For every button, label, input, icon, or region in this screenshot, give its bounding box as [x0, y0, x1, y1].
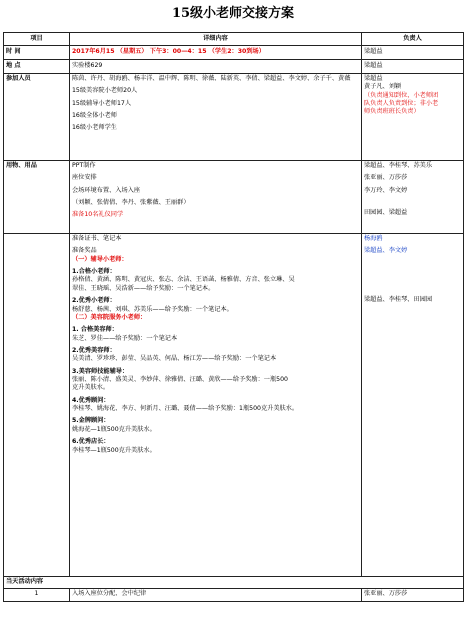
- awards-label: [4, 234, 70, 577]
- awards-owner: [362, 234, 464, 577]
- time-owner: 梁超益: [362, 46, 464, 60]
- participants-line: 16级全体小老师: [72, 112, 117, 120]
- plan-table: [3, 32, 464, 602]
- awards-section-heading: （一）辅导小老师：: [72, 255, 128, 263]
- participants-label: 参加人员: [4, 74, 70, 161]
- awards-line: 克升美肤水。: [72, 384, 110, 392]
- participants-line: 陈茵、许丹、胡海鸥、杨丰洋、温中辉、陈明、徐薇、陆新英、李倩、梁超益、李文婷、余子千、黄薇: [72, 75, 351, 82]
- owner-note: 队负责人负责到位；非小老: [364, 100, 439, 108]
- awards-line: 翠佳、王晓瑶、吴浩新——给予奖励：一个笔记本。: [72, 284, 215, 292]
- awards-line: 姚海花—1瓶500克升美肤水。: [72, 425, 156, 433]
- owner-note: （负责通知到位，小老师团: [364, 91, 439, 99]
- awards-line: 李桂琴、姚海花、李方、何新月、汪璐、聂倩——给予奖励：1瓶500克升美肤水。: [72, 405, 299, 413]
- table-header-row: [4, 33, 464, 46]
- participants-owner: [362, 74, 464, 161]
- supplies-label: 用物、用品: [4, 161, 70, 234]
- supplies-content: [70, 161, 362, 234]
- owner-line: 梁超益、李桂琴、田园园: [364, 295, 433, 303]
- participants-line: 15级美容院小老师20人: [72, 87, 138, 95]
- awards-line: 杨舒慈、杨茜、刘琪、苏美乐——给予奖励：一个笔记本。: [72, 305, 233, 313]
- table-row: [4, 589, 464, 602]
- participants-line: 16级小老师学生: [72, 124, 117, 132]
- awards-content: [70, 234, 362, 577]
- awards-subheading: 2.优秀美容师：: [72, 346, 116, 354]
- place-owner: 梁超益: [362, 60, 464, 74]
- time-label: 时 间: [4, 46, 70, 60]
- awards-row: [4, 234, 464, 577]
- awards-subheading: 5.金牌顾问：: [72, 417, 110, 425]
- row-owner: 张亚丽、万莎莎: [362, 589, 464, 602]
- owner-line: 梁超益: [364, 75, 383, 82]
- supplies-red-line: 准备10名礼仪同学: [72, 211, 124, 219]
- awards-line: 李桂琴—1瓶500克升美肤水。: [72, 446, 156, 454]
- day-section-label: 当天活动内容: [4, 577, 464, 589]
- supplies-line: 会场环境布置、入场入座: [72, 186, 141, 194]
- awards-line: 张丽、陈小清、盛美灵、李妙萍、徐雅倩、汪璐、黄欣——给予奖励：一瓶500: [72, 376, 288, 384]
- owner-line: 李万玲、李文婷: [364, 186, 408, 194]
- owner-note: 师负责班班长负责）: [364, 108, 420, 116]
- owner-line: 张亚丽、万莎莎: [364, 174, 408, 182]
- supplies-line: 座位安排: [72, 174, 97, 182]
- awards-subheading: 1. 合格美容师：: [72, 326, 118, 334]
- owner-line: 梁超益、李桂琴、苏美乐: [364, 162, 433, 169]
- participants-content: [70, 74, 362, 161]
- page-title: 15级小老师交接方案: [171, 6, 295, 21]
- header-owner: 负责人: [362, 33, 464, 46]
- header-details: 详细内容: [70, 33, 362, 46]
- awards-line: 孙格倩、黄涵、陈明、黄冠庆、张志、余洁、王语菡、杨雅倩、方音、张立琳、吴: [72, 276, 295, 284]
- place-content: 实验楼629: [70, 60, 362, 74]
- owner-line: 杨海鸥: [364, 235, 383, 242]
- supplies-owner: [362, 161, 464, 234]
- header-item: 项目: [4, 33, 70, 46]
- awards-subheading: 3.美容师技能辅导：: [72, 367, 129, 375]
- owner-line: 田园园、梁超益: [364, 209, 408, 217]
- row-content: 入场入座位分配、会中纪律: [70, 589, 362, 602]
- awards-line: 准备证书、笔记本: [72, 235, 122, 242]
- supplies-line: PPT制作: [72, 162, 96, 169]
- participants-row: [4, 74, 464, 161]
- row-number: 1: [4, 589, 70, 602]
- awards-subheading: 1.合格小老师：: [72, 268, 116, 276]
- participants-line: 15级辅导小老师17人: [72, 99, 132, 107]
- day-section-row: [4, 577, 464, 589]
- awards-subheading: 4.优秀顾问：: [72, 396, 110, 404]
- time-content: 2017年6月15 （星期五） 下午3：00—4：15 （学生2：30到场）: [70, 46, 362, 60]
- owner-line: 梁超益、李文婷: [364, 247, 408, 255]
- awards-line: 朱芝、罗佳——给予奖励：一个笔记本: [72, 334, 178, 342]
- awards-line: 吴美清、罗珍珍、彭莹、吴品英、何晶、杨江芳——给予奖励：一个笔记本: [72, 355, 277, 363]
- awards-subheading: 6.优秀店长：: [72, 438, 110, 446]
- place-label: 地 点: [4, 60, 70, 74]
- owner-line: 黄子凡、刘颖: [364, 83, 402, 91]
- place-row: [4, 60, 464, 74]
- supplies-row: [4, 161, 464, 234]
- time-row: [4, 46, 464, 60]
- awards-subheading: 2.优秀小老师：: [72, 297, 116, 305]
- awards-line: 准备奖品: [72, 247, 97, 255]
- awards-section-heading: （二）美容院服务小老师：: [72, 313, 147, 321]
- supplies-line: （刘颖、张倩倩、李丹、张紫薇、王丽群）: [72, 199, 190, 207]
